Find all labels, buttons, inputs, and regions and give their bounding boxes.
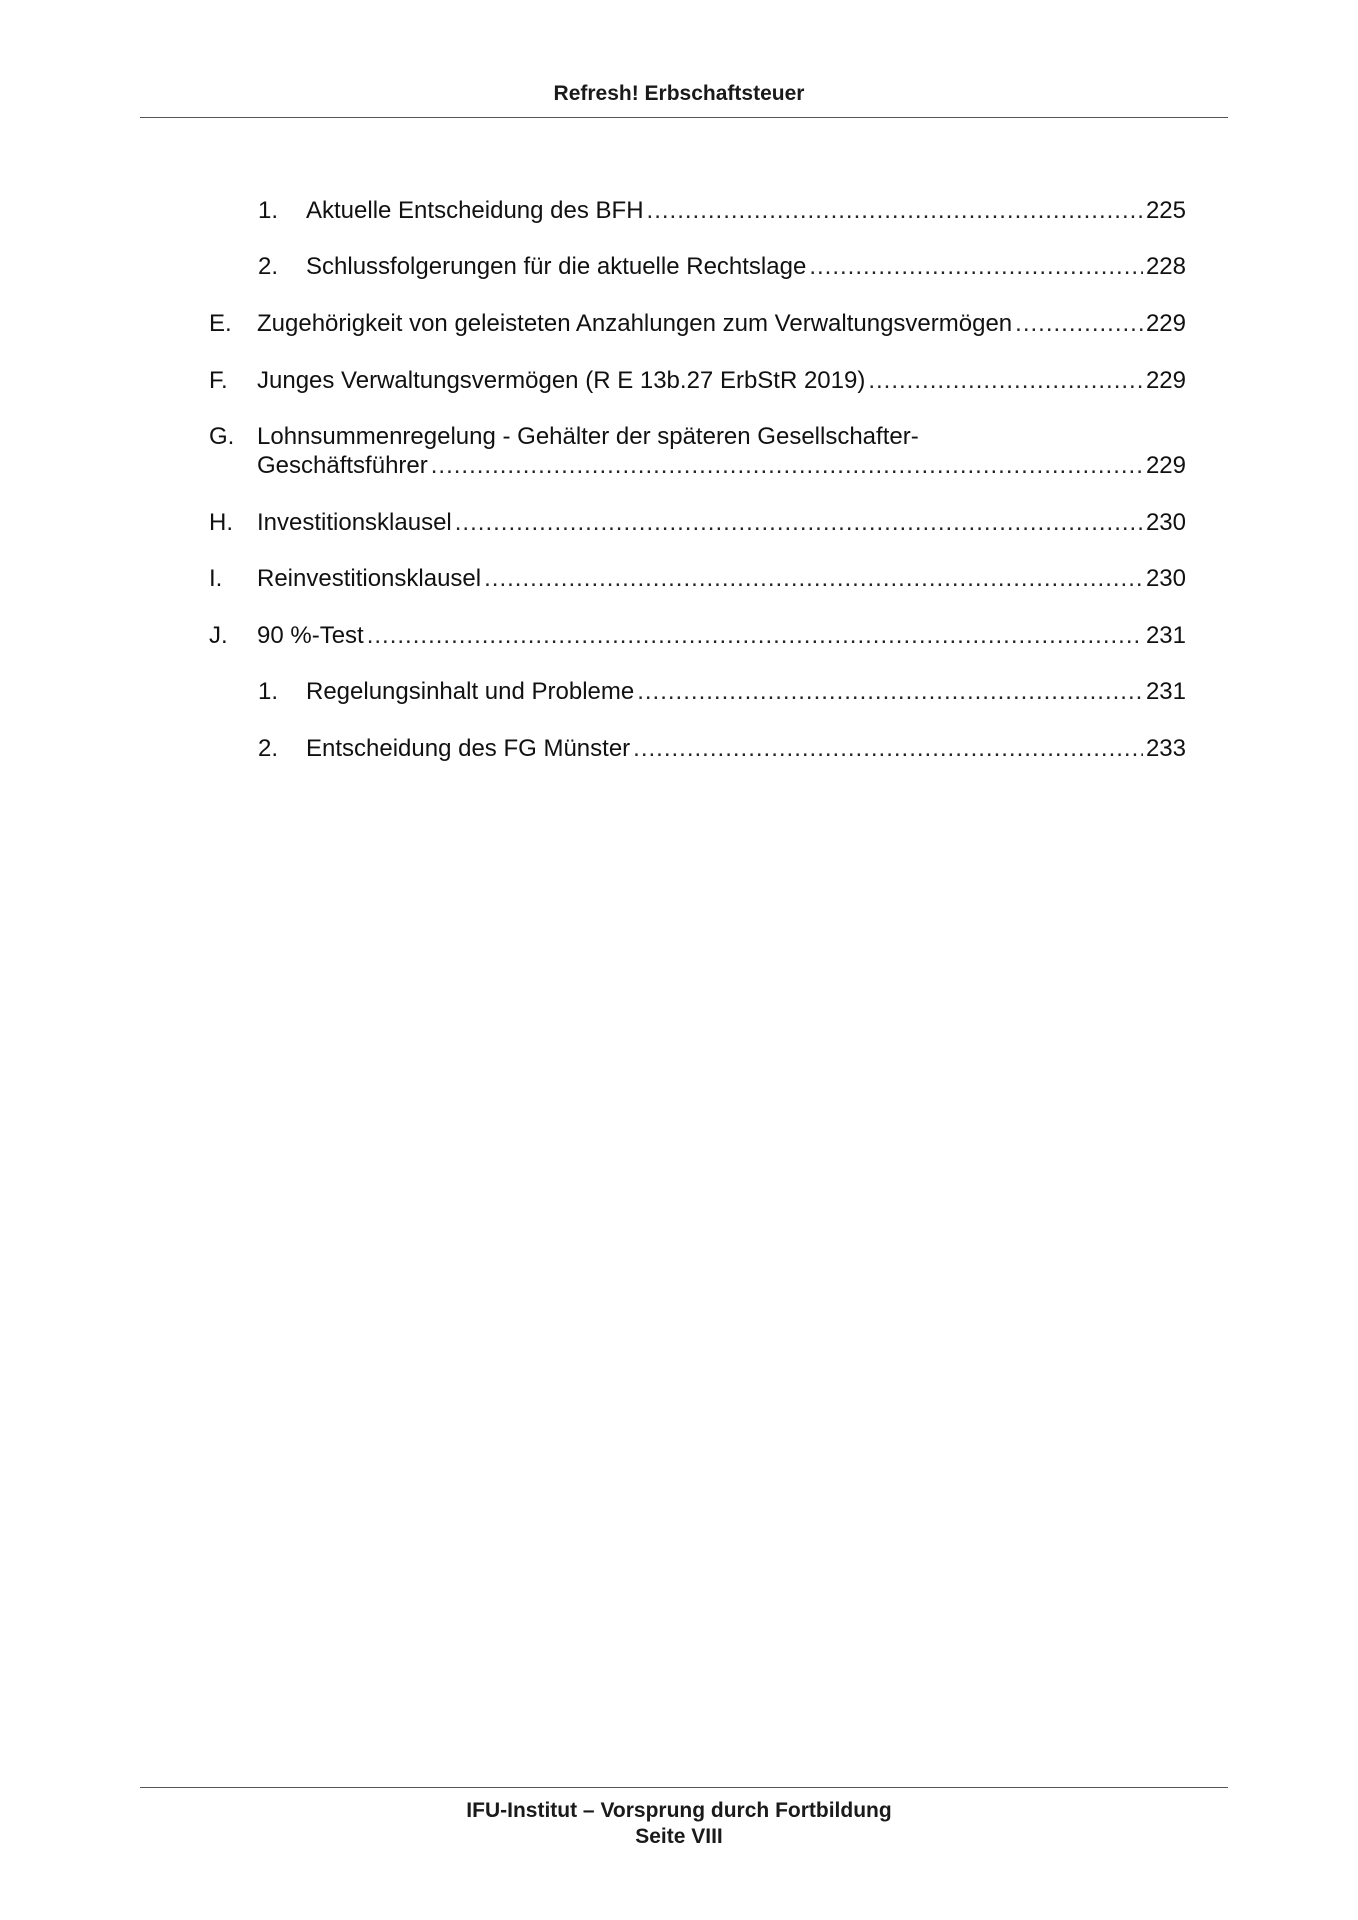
toc-entry-title: Zugehörigkeit von geleisteten Anzahlungen zum Verwaltungsvermögen	[257, 310, 1013, 337]
toc-entry-page: 229	[1145, 310, 1186, 337]
toc-entry-number: 1.	[258, 678, 279, 705]
toc-entry-number: 1.	[258, 197, 279, 224]
toc-entry-number: G.	[209, 423, 235, 450]
footer-institute: IFU-Institut – Vorsprung durch Fortbildung	[466, 1799, 892, 1822]
toc-entry-page: 229	[1145, 367, 1186, 394]
toc-dot-leader	[484, 564, 1143, 593]
toc-entry-title: Investitionsklausel	[257, 509, 452, 536]
toc-dot-leader	[455, 508, 1143, 537]
toc-entry-title-line1: Lohnsummenregelung - Gehälter der späteren Gesellschafter-	[257, 423, 919, 450]
toc-entry-page: 230	[1145, 565, 1186, 592]
toc-dot-leader	[1015, 309, 1143, 338]
toc-dot-leader	[868, 366, 1143, 395]
toc-entry-number: J.	[209, 622, 228, 649]
toc-entry-number: H.	[209, 509, 233, 536]
toc-entry-number: I.	[209, 565, 223, 592]
toc-dot-leader	[431, 451, 1143, 480]
toc-entry-page: 230	[1145, 509, 1186, 536]
toc-entry-title: 90 %-Test	[257, 622, 364, 649]
footer-rule	[140, 1787, 1228, 1788]
toc-entry-title: Schlussfolgerungen für die aktuelle Rechtslage	[306, 253, 807, 280]
toc-entry-title: Junges Verwaltungsvermögen (R E 13b.27 ErbStR 2019)	[257, 367, 866, 394]
toc-entry-page: 231	[1145, 678, 1186, 705]
toc-dot-leader	[367, 621, 1143, 650]
toc-entry-page: 233	[1145, 735, 1186, 762]
toc-entry-title: Reinvestitionsklausel	[257, 565, 482, 592]
header-rule	[140, 117, 1228, 118]
toc-entry-title: Regelungsinhalt und Probleme	[306, 678, 635, 705]
toc-entry-title: Aktuelle Entscheidung des BFH	[306, 197, 644, 224]
toc-entry-title: Entscheidung des FG Münster	[306, 735, 631, 762]
toc-dot-leader	[637, 677, 1143, 706]
toc-entry-title: Geschäftsführer	[257, 452, 428, 479]
toc-entry-number: F.	[209, 367, 228, 394]
toc-entry-number: 2.	[258, 253, 279, 280]
toc-dot-leader	[633, 734, 1143, 763]
toc-dot-leader	[647, 196, 1143, 225]
toc-entry-page: 231	[1145, 622, 1186, 649]
running-header-title: Refresh! Erbschaftsteuer	[553, 82, 805, 105]
toc-entry-page: 228	[1145, 253, 1186, 280]
toc-dot-leader	[809, 252, 1143, 281]
toc-entry-number: E.	[209, 310, 232, 337]
toc-entry-number: 2.	[258, 735, 279, 762]
toc-entry-page: 225	[1145, 197, 1186, 224]
footer-page-number: Seite VIII	[635, 1825, 723, 1848]
toc-entry[interactable]	[209, 422, 1186, 482]
toc-entry-page: 229	[1145, 452, 1186, 479]
